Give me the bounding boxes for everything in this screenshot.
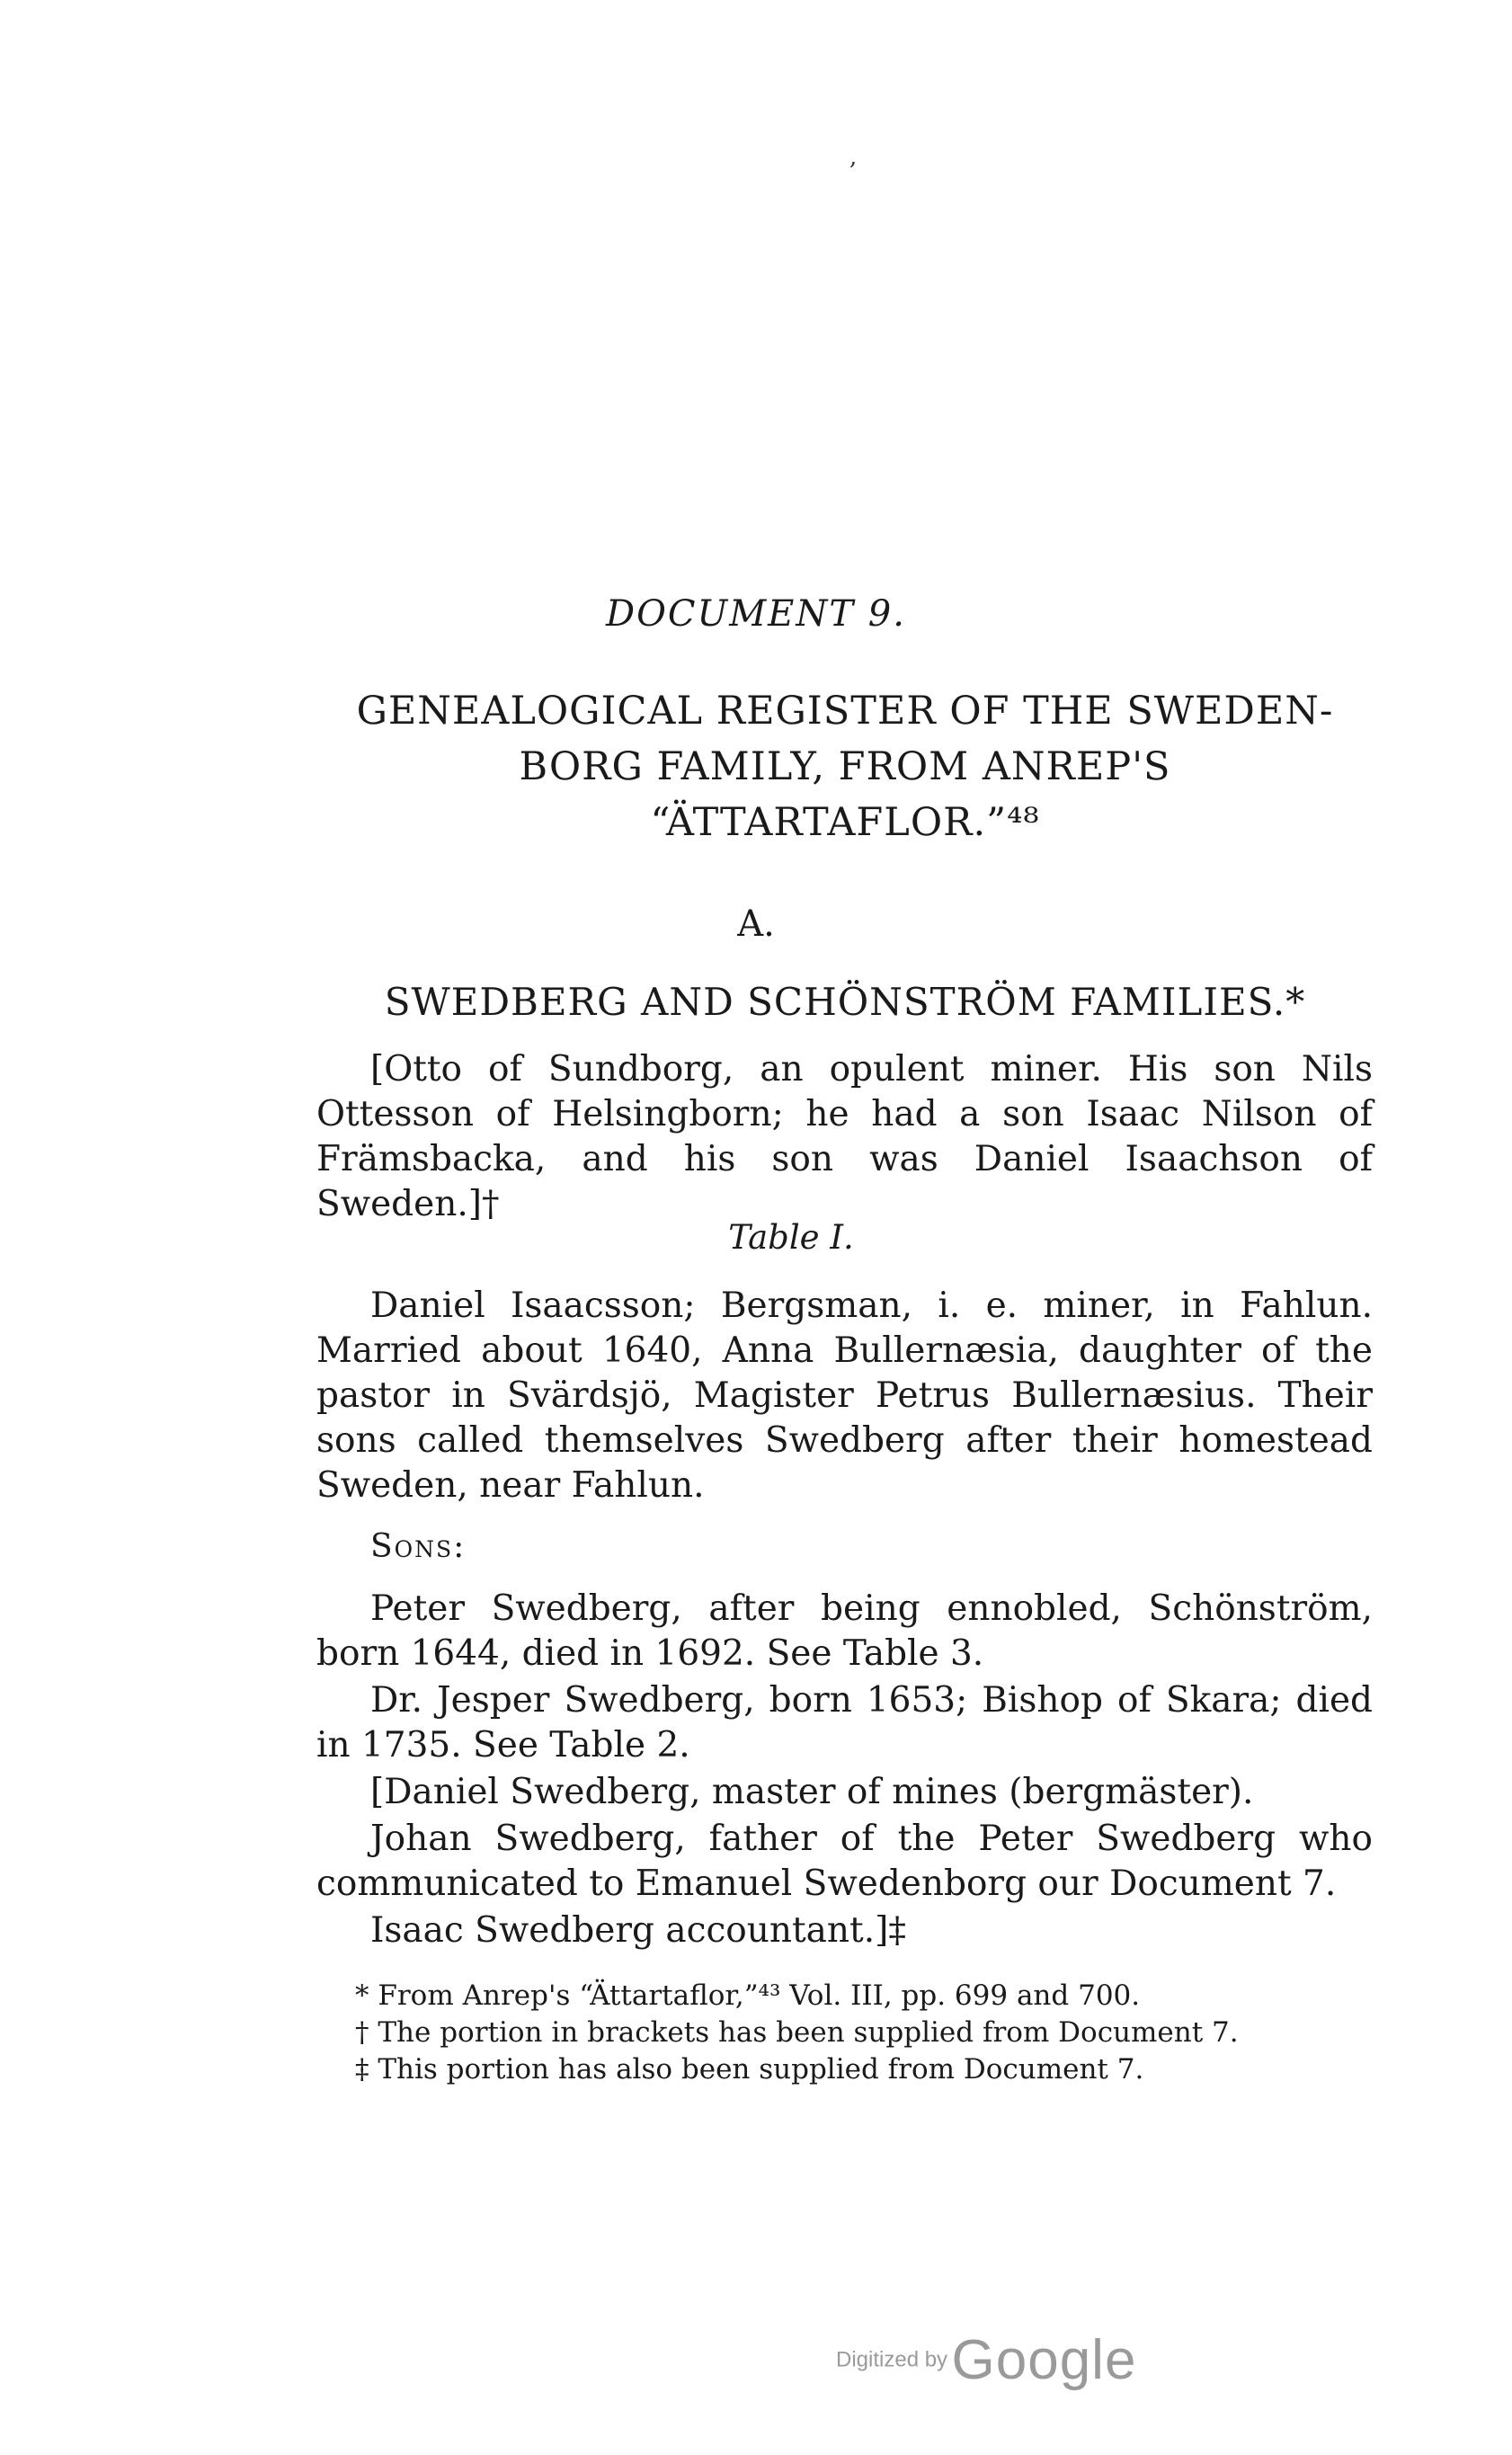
section-title: SWEDBERG AND SCHÖNSTRÖM FAMILIES.* xyxy=(384,980,1306,1024)
watermark-prefix: Digitized by xyxy=(836,2347,948,2372)
sons-heading: Sons: xyxy=(370,1528,467,1565)
intro-paragraph: [Otto of Sundborg, an opulent miner. His son Nils Ottesson of Helsingborn; he had a son Isaac Nilson of Främsbacka, and his son was Daniel Isaachson of Sweden.]† xyxy=(316,1049,1373,1224)
main-title-line-2: BORG FAMILY, FROM ANREP'S xyxy=(519,744,1171,789)
main-title xyxy=(306,683,1384,850)
document-number: DOCUMENT 9. xyxy=(606,593,906,635)
scan-speck: , xyxy=(849,144,858,171)
footnote: ‡ This portion has also been supplied from Document 7. xyxy=(355,2053,1144,2086)
footnotes xyxy=(355,1978,1344,2088)
table-paragraph: Daniel Isaacsson; Bergsman, i. e. miner, in Fahlun. Married about 1640, Anna Bullernæsia, daughter of the pastor in Svärdsjö, Magister Petrus Bullernæsius. Their sons called themselves Swedberg after their homestead Sweden, near Fahlun. xyxy=(316,1285,1373,1506)
table-heading: Table I. xyxy=(728,1218,854,1257)
main-title-line-3: “ÄTTARTAFLOR.”⁴⁸ xyxy=(650,800,1040,845)
google-logo: Google xyxy=(951,2329,1137,2391)
digitized-by-google-watermark xyxy=(836,2328,1136,2392)
son-entry: Dr. Jesper Swedberg, born 1653; Bishop of Skara; died in 1735. See Table 2. xyxy=(316,1680,1373,1766)
main-title-line-1: GENEALOGICAL REGISTER OF THE SWEDEN- xyxy=(356,689,1334,734)
section-letter: A. xyxy=(737,903,775,945)
son-entry: Peter Swedberg, after being ennobled, Schönström, born 1644, died in 1692. See Table 3. xyxy=(316,1588,1373,1674)
son-entry: [Daniel Swedberg, master of mines (bergmäster). xyxy=(370,1772,1254,1812)
footnote: † The portion in brackets has been supplied from Document 7. xyxy=(355,2016,1239,2049)
footnote: * From Anrep's “Ättartaflor,”⁴³ Vol. III, pp. 699 and 700. xyxy=(355,1979,1141,2012)
son-entry: Johan Swedberg, father of the Peter Swedberg who communicated to Emanuel Swedenborg our Document 7. xyxy=(316,1819,1373,1904)
sons-list xyxy=(316,1587,1373,1955)
son-entry: Isaac Swedberg accountant.]‡ xyxy=(370,1910,906,1951)
